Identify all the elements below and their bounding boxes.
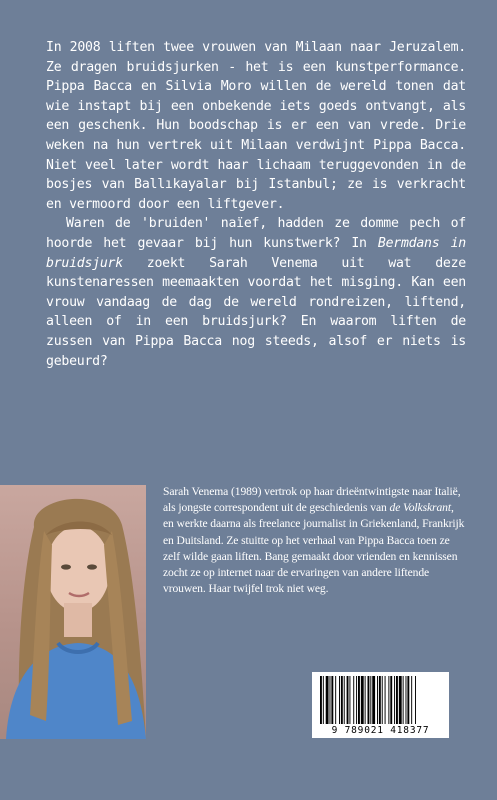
isbn-barcode [312,672,449,738]
isbn-number: 9 789021 418377 [331,725,430,736]
back-cover-blurb [46,38,466,371]
bio-start: Sarah Venema (1989) vertrok op haar drieëntwintigste naar Italië, als jongste correspondent uit de geschiedenis van [163,485,461,515]
blurb-paragraph-2 [46,214,466,371]
blurb-paragraph-1: In 2008 liften twee vrouwen van Milaan naar Jeruzalem. Ze dragen bruidsjurken - het is een kunstperformance. Pippa Bacca en Silvia Moro willen de wereld tonen dat wie instapt bij een onbekende iets goeds ontvangt, als een geschenk. Hun boodschap is er een van vrede. Drie weken na hun vertrek uit Milaan verdwijnt Pippa Bacca. Niet veel later wordt haar lichaam teruggevonden in de bosjes van Ballıkayalar bij Istanbul; ze is verkracht en vermoord door een liftgever. [46,40,466,212]
blurb-p2-start: Waren de 'bruiden' naïef, hadden ze domme pech of hoorde het gevaar bij hun kunstwerk? In [46,216,466,251]
author-photo [0,485,146,739]
author-portrait-illustration [0,485,146,739]
blurb-p2-end: zoekt Sarah Venema uit wat deze kunstenaressen meemaakten voordat het misging. Kan een vrouw vandaag de dag de wereld rondreizen, liftend, alleen of in een bruidsjurk? En waarom liften de zussen van Pippa Bacca nog steeds, alsof er niets is gebeurd? [46,255,466,369]
book-title: Bermdans in bruidsjurk [46,235,466,271]
author-bio-text [163,484,467,597]
author-bio [163,484,467,597]
newspaper-name: de Volkskrant [389,501,451,515]
bio-end: , en werkte daarna als freelance journalist in Griekenland, Frankrijk en Duitsland. Ze stuitte op het verhaal van Pippa Bacca toen ze zelf wilde gaan liften. Bang gemaakt door vrienden en kennissen zocht ze op internet naar de ervaringen van andere liftende vrouwen. Haar twijfel trok niet weg. [163,501,465,596]
